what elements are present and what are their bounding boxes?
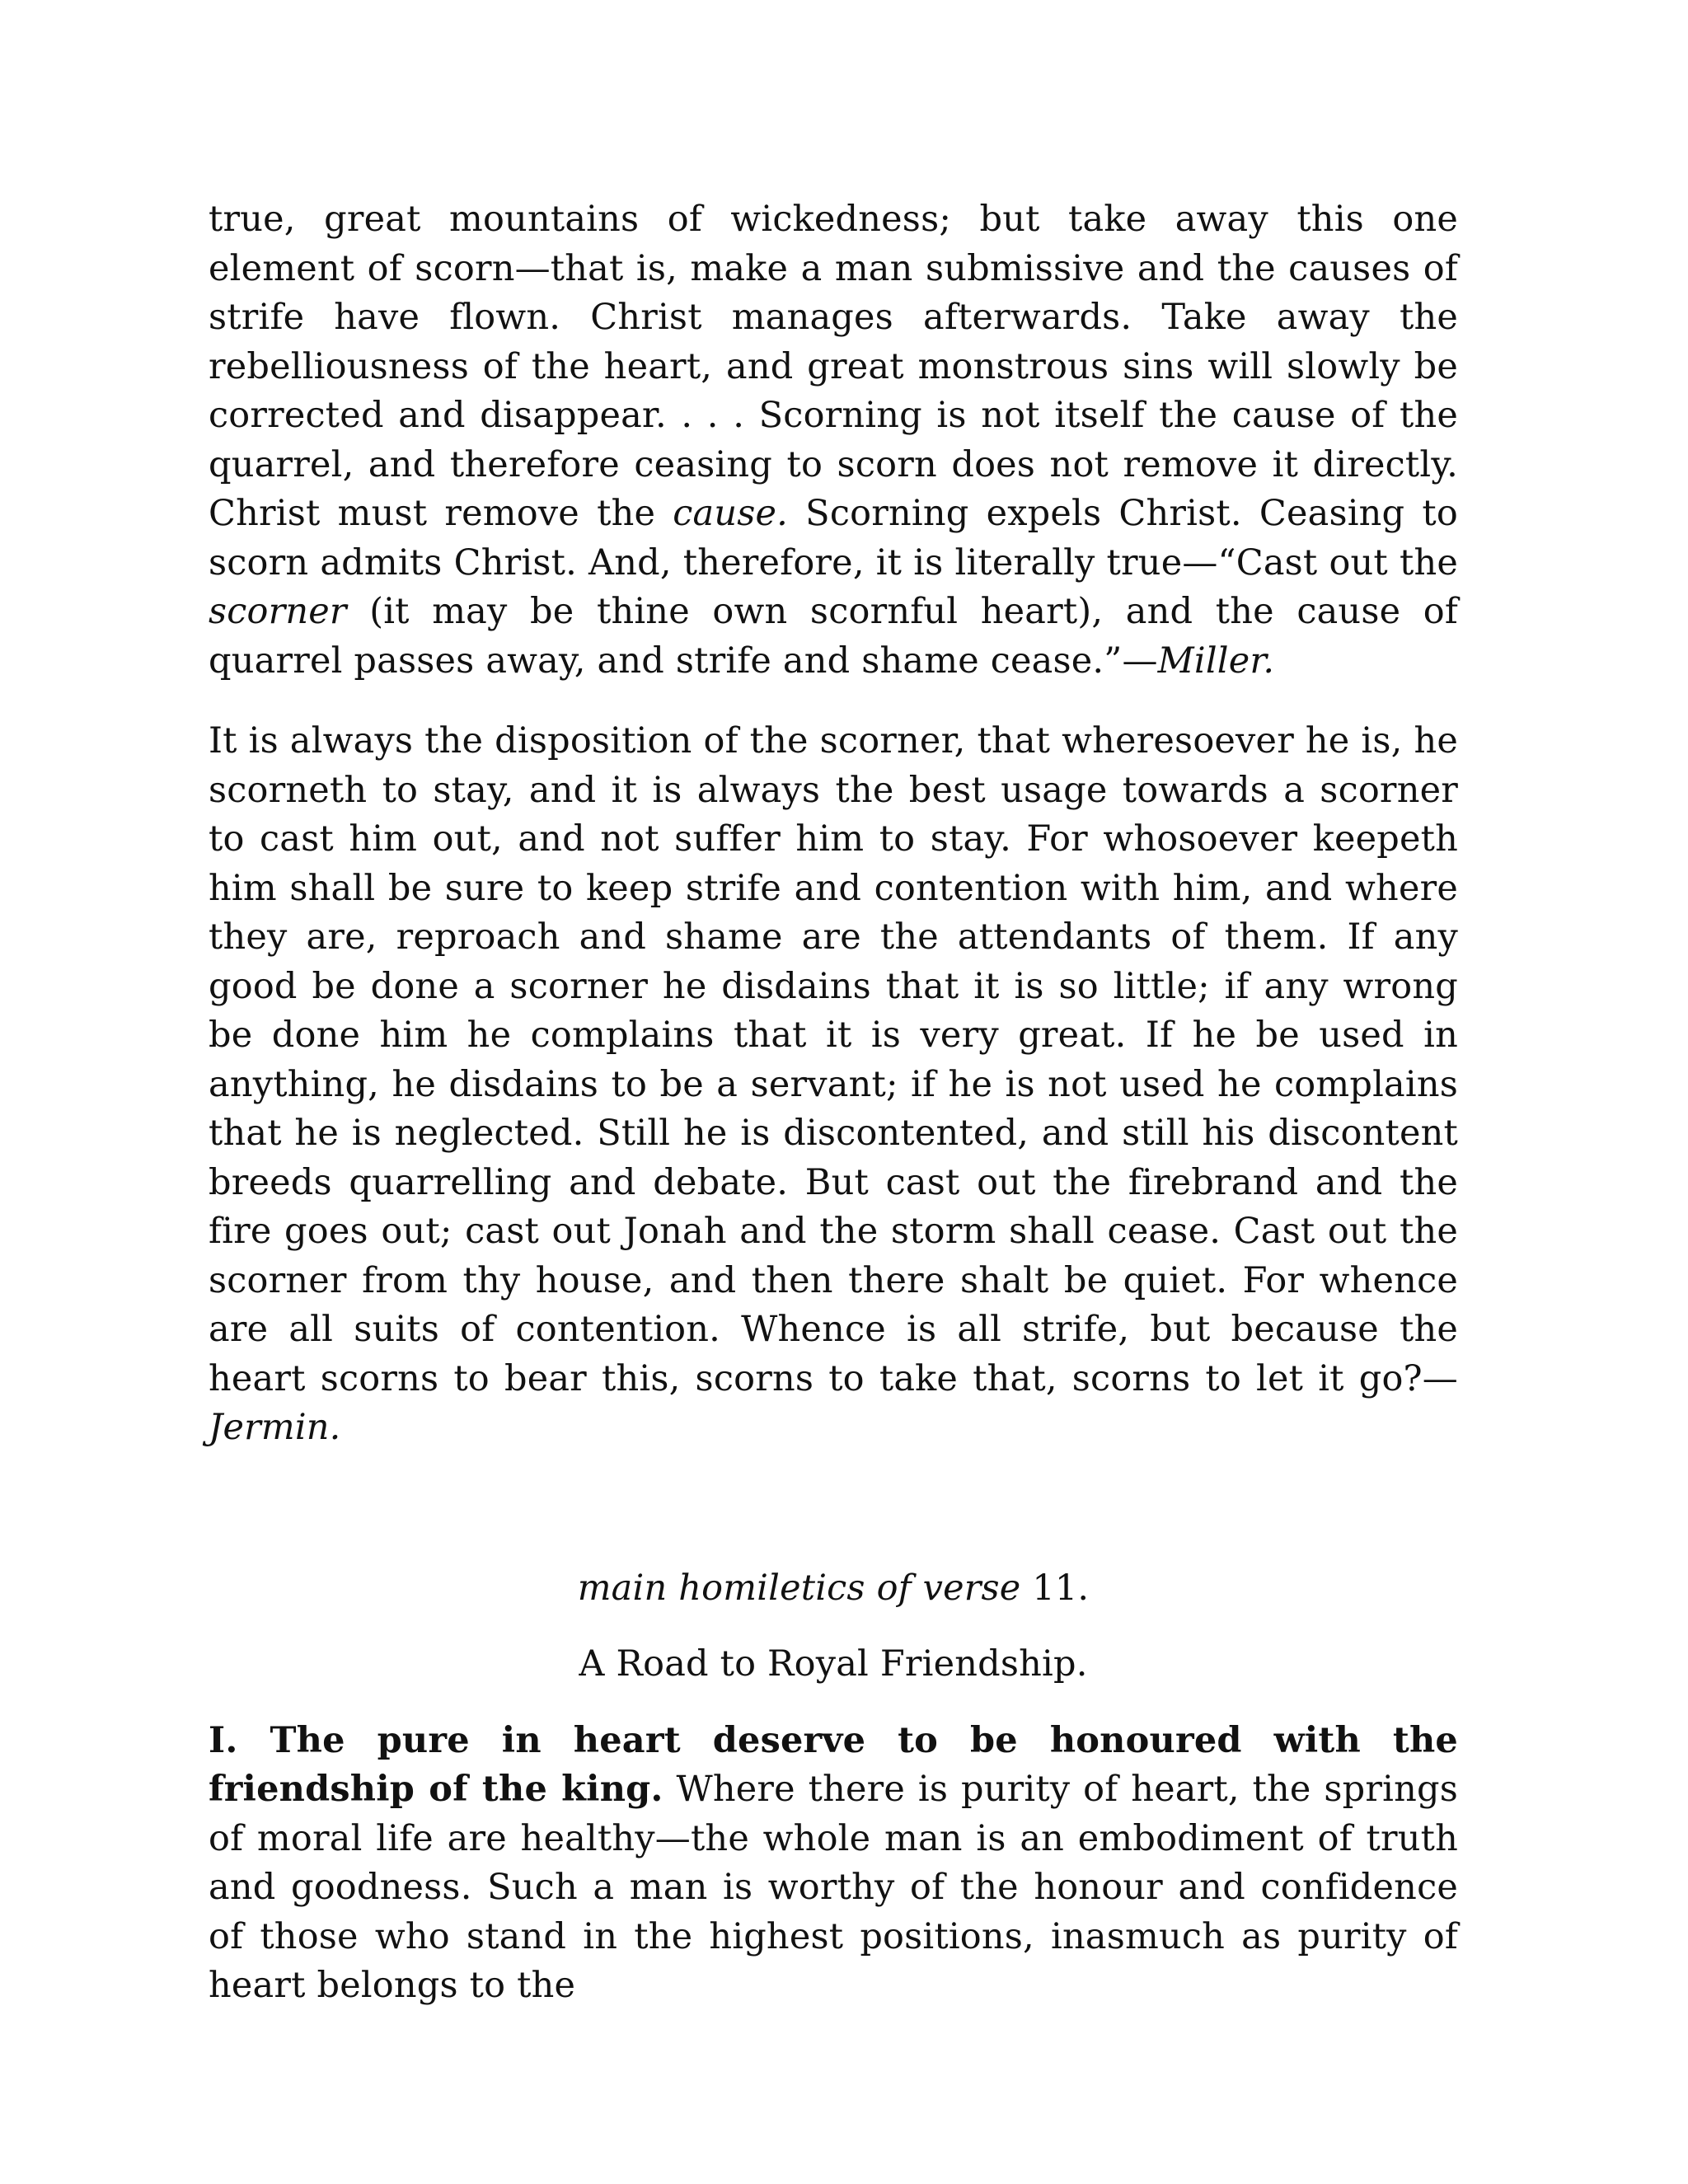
paragraph-jermin-quote [209, 717, 1458, 1453]
page-content [209, 195, 1458, 2011]
section-subtitle: A Road to Royal Friendship. [579, 1643, 1088, 1685]
attribution-miller: Miller. [1157, 640, 1275, 682]
homiletic-point-1 [209, 1717, 1458, 2011]
section-heading-number: 11. [1020, 1567, 1090, 1609]
paragraph-miller-quote [209, 195, 1458, 686]
section-spacer [209, 1453, 1458, 1564]
section-heading [209, 1564, 1458, 1614]
point-body: Where there is purity of heart, the springs of moral life are healthy—the whole man is an embodiment of truth and goodness. Such a man is worthy of the honour and confidence of those who stand in the highest positions, inasmuch as purity of heart belongs to the [209, 1769, 1458, 2006]
text-run: It is always the disposition of the scorner, that wheresoever he is, he scorneth to stay, and it is always the best usage towards a scorner to cast him out, and not suffer him to stay. For whosoever keepeth him shall be sure to keep strife and contention with him, and where they are, reproach and shame are the attendants of them. If any good be done a scorner he disdains that it is so little; if any wrong be done him he complains that it is very great. If he be used in anything, he disdains to be a servant; if he is not used he complains that he is neglected. Still he is discontented, and still his discontent breeds quarrelling and debate. But cast out the firebrand and the fire goes out; cast out Jonah and the storm shall cease. Cast out the scorner from thy house, and then there shalt be quiet. For whence are all suits of contention. Whence is all strife, but because the heart scorns to bear this, scorns to take that, scorns to let it go?— [209, 720, 1458, 1399]
text-run: true, great mountains of wickedness; but take away this one element of scorn—that is, make a man submissive and the causes of strife have flown. Christ manages afterwards. Take away the rebelliousness of the heart, and great monstrous sins will slowly be corrected and disappear. . . . Scorning is not itself the cause of the quarrel, and therefore ceasing to scorn does not remove it directly. Christ must remove the [209, 199, 1458, 534]
point-lead: I. The pure in heart deserve to be honoured with the friendship of the king. [209, 1719, 1458, 1810]
text-run: Scorning expels Christ. Ceasing to scorn admits Christ. And, therefore, it is literally true—“Cast out the [209, 493, 1458, 583]
text-run: (it may be thine own scornful heart), and the cause of quarrel passes away, and strife and shame cease.”— [209, 591, 1458, 682]
section-heading-italic: main homiletics of verse [577, 1567, 1021, 1609]
italic-text-run: cause. [673, 493, 789, 534]
italic-text-run: scorner [209, 591, 347, 632]
attribution-jermin: Jermin. [209, 1407, 341, 1448]
